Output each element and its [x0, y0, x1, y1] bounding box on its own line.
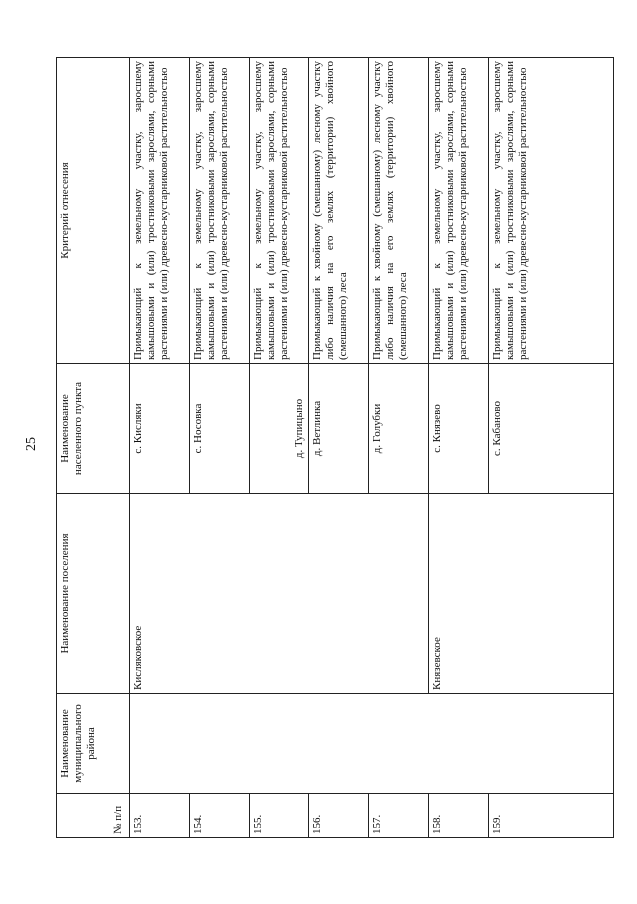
locality-cell: д. Ветлинка: [309, 364, 369, 494]
row-number: 156.: [309, 794, 369, 838]
criterion-cell: Примыкающий к земельному участку, заросшему камышовыми и (или) тростниковыми зарослями, сорными растениями и (или) древесно-кустарниковой растительностью: [489, 58, 614, 364]
settlement-cell: Кисляковское: [130, 494, 429, 694]
locality-cell: с. Носовка: [189, 364, 249, 494]
row-number: 159.: [489, 794, 614, 838]
table-header-row: [57, 58, 130, 838]
locality-cell: с. Кабаново: [489, 364, 614, 494]
criterion-cell: Примыкающий к земельному участку, заросшему камышовыми и (или) тростниковыми зарослями, сорными растениями и (или) древесно-кустарниковой растительностью: [189, 58, 249, 364]
rotated-table-wrapper: [56, 58, 614, 838]
locality-cell: д. Тупицыно: [249, 364, 309, 494]
row-number: 155.: [249, 794, 309, 838]
district-cell: [130, 694, 614, 794]
settlements-table: [56, 57, 614, 838]
criterion-cell: Примыкающий к хвойному (смешанному) лесному участку либо наличия на его землях (территории) хвойного (смешанного) леса: [309, 58, 369, 364]
row-number: 157.: [369, 794, 429, 838]
criterion-cell: Примыкающий к земельному участку, заросшему камышовыми и (или) тростниковыми зарослями, сорными растениями и (или) древесно-кустарниковой растительностью: [429, 58, 489, 364]
header-district: Наименование муниципального района: [57, 694, 130, 794]
header-locality: Наименование населенного пункта: [57, 364, 130, 494]
header-number: № п/п: [57, 794, 130, 838]
page-number: 25: [24, 437, 39, 451]
locality-cell: д. Голубки: [369, 364, 429, 494]
criterion-cell: Примыкающий к хвойному (смешанному) лесному участку либо наличия на его землях (территории) хвойного (смешанного) леса: [369, 58, 429, 364]
criterion-cell: Примыкающий к земельному участку, заросшему камышовыми и (или) тростниковыми зарослями, сорными растениями и (или) древесно-кустарниковой растительностью: [130, 58, 190, 364]
settlement-cell: Князевское: [429, 494, 614, 694]
table-row: [130, 58, 190, 838]
header-settlement: Наименование поселения: [57, 494, 130, 694]
row-number: 154.: [189, 794, 249, 838]
row-number: 153.: [130, 794, 190, 838]
locality-cell: с. Кисляки: [130, 364, 190, 494]
row-number: 158.: [429, 794, 489, 838]
criterion-cell: Примыкающий к земельному участку, заросшему камышовыми и (или) тростниковыми зарослями, сорными растениями и (или) древесно-кустарниковой растительностью: [249, 58, 309, 364]
locality-cell: с. Князево: [429, 364, 489, 494]
header-criterion: Критерий отнесения: [57, 58, 130, 364]
